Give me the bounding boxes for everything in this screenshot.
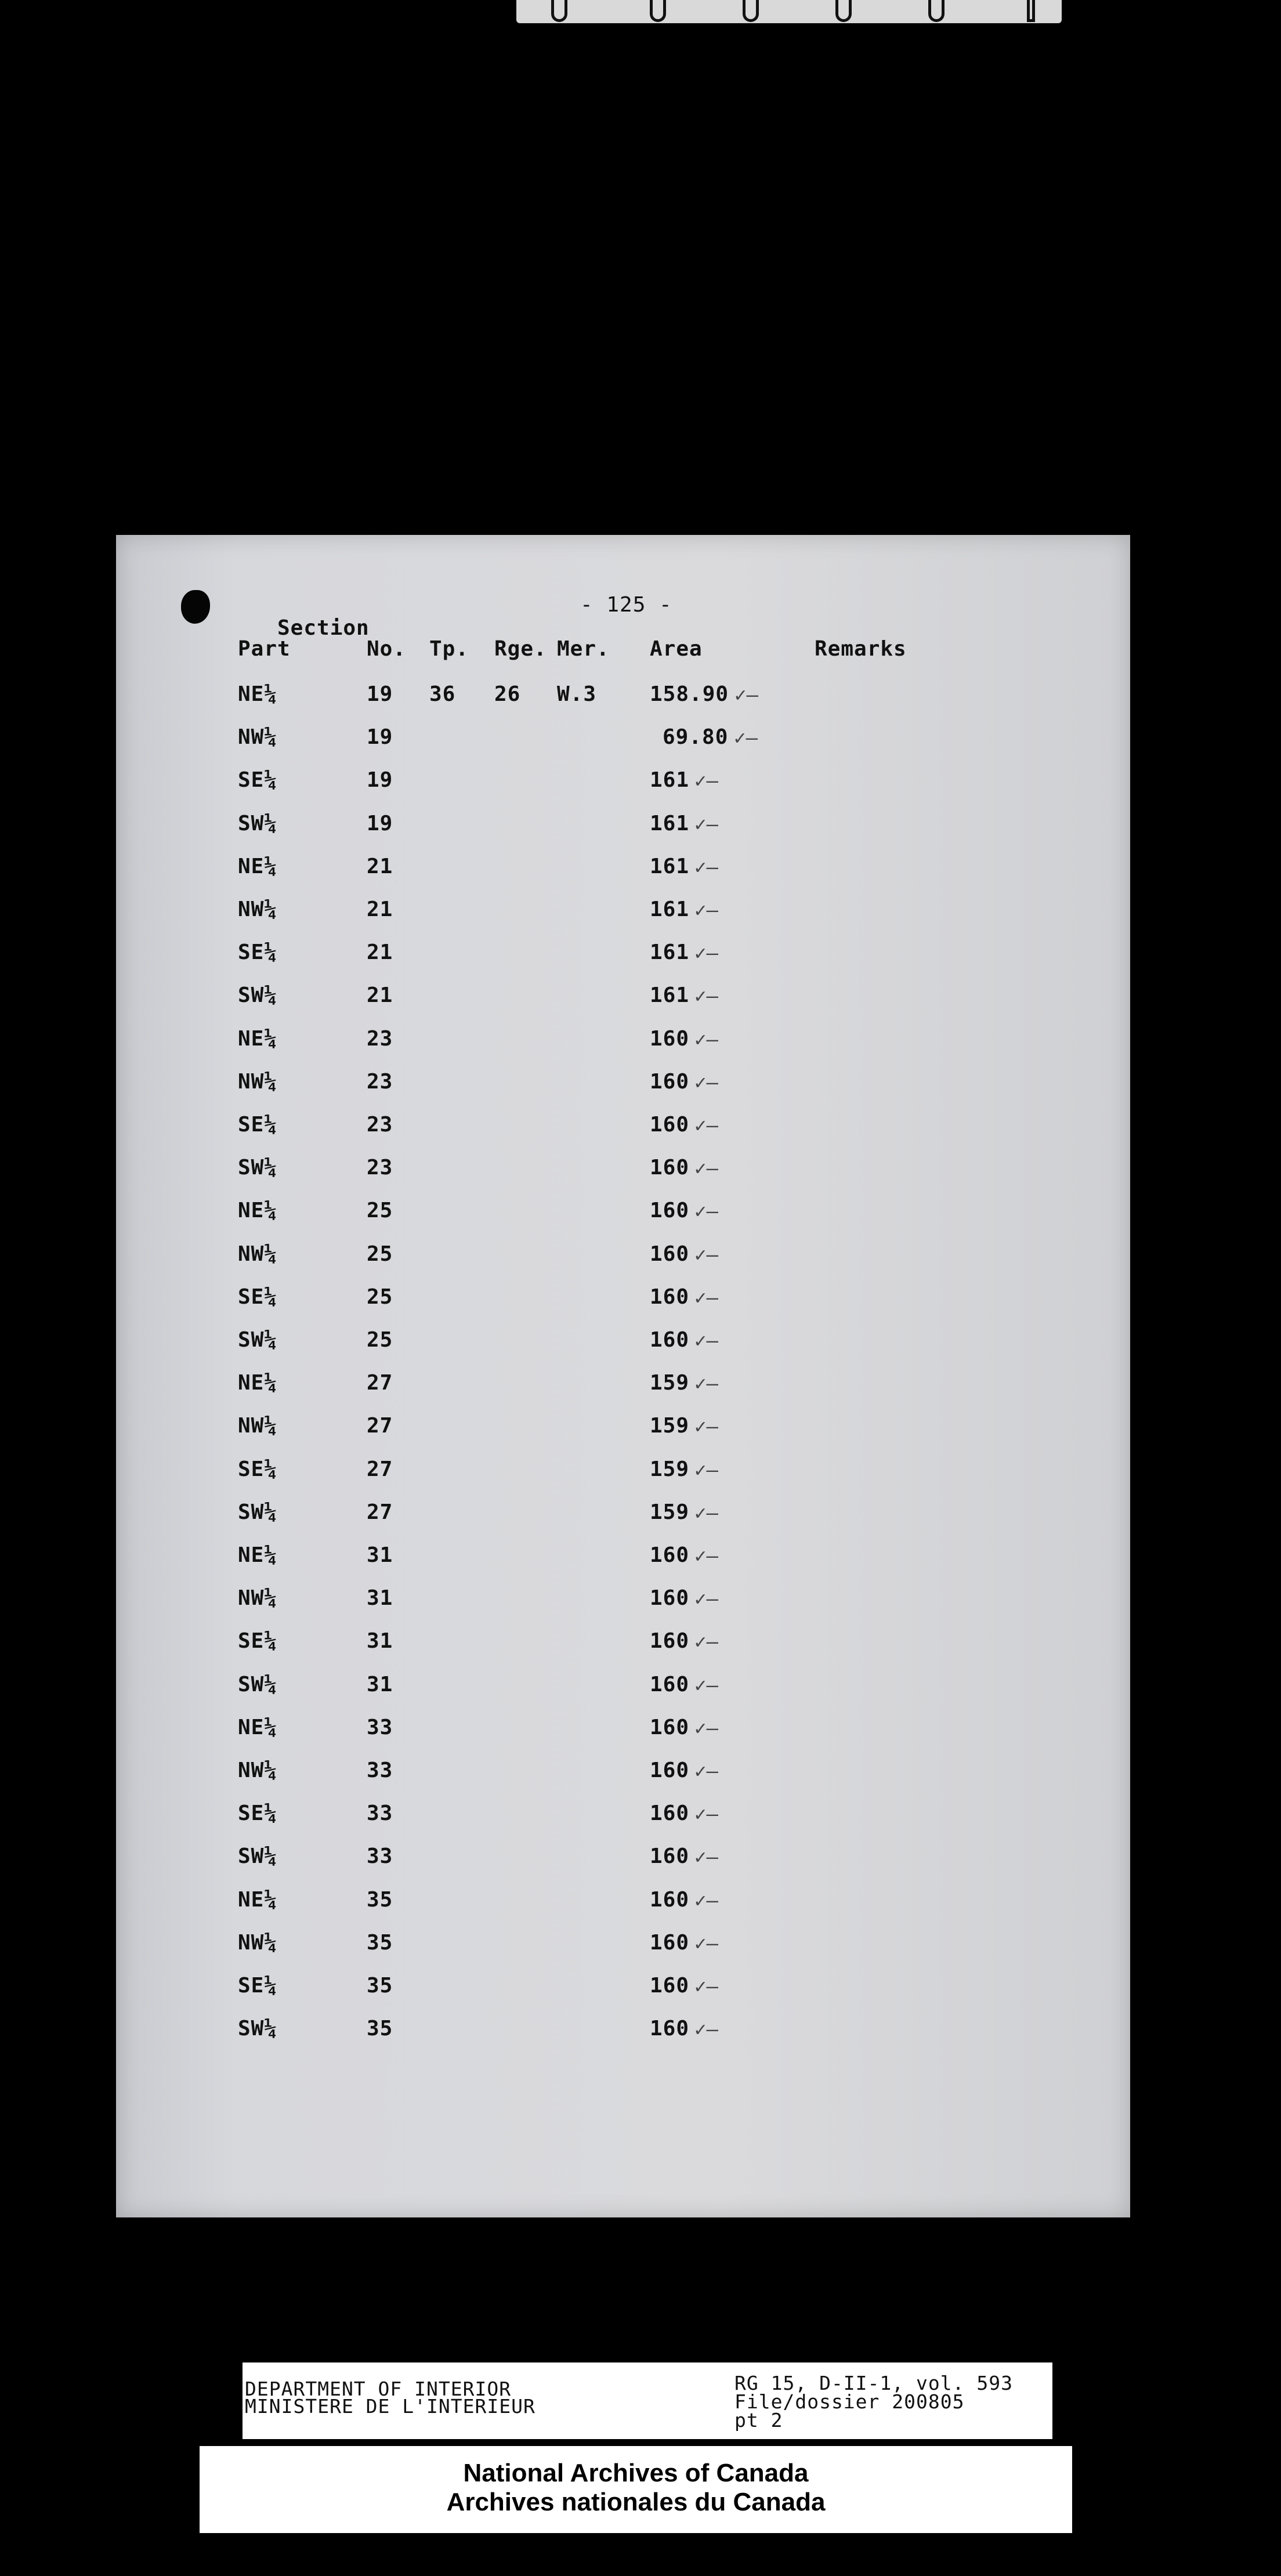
- check-mark: ✓—: [734, 726, 758, 750]
- page-number: - 125 -: [580, 593, 672, 617]
- cell-area: 160: [650, 1629, 690, 1653]
- cell-area: 160: [650, 1759, 690, 1782]
- cell-area: 160: [650, 1199, 690, 1222]
- cell-part: SW¼: [238, 1500, 278, 1524]
- cell-part: NW¼: [238, 1931, 278, 1955]
- cell-part: NE¼: [238, 1716, 278, 1739]
- cell-part: SW¼: [238, 2017, 278, 2040]
- cell-part: SW¼: [238, 1156, 278, 1180]
- cell-part: SE¼: [238, 1285, 278, 1309]
- cell-area: 160: [650, 1673, 690, 1696]
- check-mark: ✓—: [694, 1502, 718, 1525]
- cell-no: 31: [367, 1586, 393, 1610]
- check-mark: ✓—: [694, 1329, 718, 1352]
- cell-part: SE¼: [238, 1974, 278, 1998]
- check-mark: ✓—: [694, 1415, 718, 1438]
- cell-area: 160: [650, 1716, 690, 1739]
- check-mark: ✓—: [694, 856, 718, 879]
- cell-no: 21: [367, 983, 393, 1007]
- cell-area: 160: [650, 1844, 690, 1868]
- footer-label: [243, 2362, 1052, 2439]
- check-mark: ✓—: [694, 1846, 718, 1869]
- check-mark: ✓—: [694, 1889, 718, 1912]
- cell-area: 160: [650, 1586, 690, 1610]
- check-mark: ✓—: [694, 813, 718, 836]
- cell-part: SW¼: [238, 812, 278, 835]
- check-mark: ✓—: [694, 985, 718, 1008]
- cell-no: 27: [367, 1371, 393, 1395]
- cell-part: SE¼: [238, 1629, 278, 1653]
- header-remarks: Remarks: [815, 637, 907, 661]
- cell-no: 23: [367, 1070, 393, 1094]
- check-mark: ✓—: [694, 1200, 718, 1223]
- cell-no: 19: [367, 768, 393, 792]
- cell-area: 160: [650, 1328, 690, 1352]
- cell-no: 21: [367, 855, 393, 878]
- cell-no: 25: [367, 1285, 393, 1309]
- cell-no: 33: [367, 1716, 393, 1739]
- department-english: DEPARTMENT OF INTERIOR: [245, 2378, 512, 2400]
- check-mark: ✓—: [694, 899, 718, 922]
- cell-no: 31: [367, 1629, 393, 1653]
- check-mark: ✓—: [694, 1717, 718, 1740]
- reference-line-3: pt 2: [734, 2409, 783, 2432]
- punch-hole: [181, 590, 210, 624]
- cell-tp: 36: [429, 682, 456, 706]
- cell-part: SE¼: [238, 1457, 278, 1481]
- cell-area: 160: [650, 1113, 690, 1137]
- cell-area: 161: [650, 812, 690, 835]
- film-frame-mark: [551, 0, 567, 22]
- cell-no: 35: [367, 1888, 393, 1912]
- cell-area: 159: [650, 1371, 690, 1395]
- check-mark: ✓—: [694, 1544, 718, 1568]
- cell-mer: W.3: [557, 682, 597, 706]
- cell-no: 35: [367, 1931, 393, 1955]
- cell-part: NE¼: [238, 1027, 278, 1051]
- film-frame-mark: [743, 0, 759, 22]
- cell-part: SE¼: [238, 940, 278, 964]
- header-tp: Tp.: [429, 637, 469, 661]
- cell-part: NE¼: [238, 855, 278, 878]
- cell-part: NW¼: [238, 1242, 278, 1266]
- check-mark: ✓—: [694, 2018, 718, 2041]
- cell-area: 161: [650, 855, 690, 878]
- cell-no: 21: [367, 898, 393, 921]
- check-mark: ✓—: [734, 683, 758, 707]
- cell-area: 159: [650, 1500, 690, 1524]
- cell-area: 160: [650, 1888, 690, 1912]
- header-part: Part: [238, 637, 291, 661]
- check-mark: ✓—: [694, 1932, 718, 1955]
- check-mark: ✓—: [694, 1114, 718, 1137]
- cell-area: 160: [650, 1070, 690, 1094]
- cell-part: NE¼: [238, 1371, 278, 1395]
- cell-area: 160: [650, 1242, 690, 1266]
- check-mark: ✓—: [694, 1459, 718, 1482]
- check-mark: ✓—: [694, 1630, 718, 1654]
- cell-no: 31: [367, 1673, 393, 1696]
- header-section: Section: [277, 616, 370, 640]
- check-mark: ✓—: [694, 1028, 718, 1051]
- cell-part: SW¼: [238, 1328, 278, 1352]
- cell-area: 160: [650, 1156, 690, 1180]
- check-mark: ✓—: [694, 1243, 718, 1267]
- cell-area: 160: [650, 2017, 690, 2040]
- check-mark: ✓—: [694, 1286, 718, 1309]
- cell-no: 23: [367, 1156, 393, 1180]
- check-mark: ✓—: [694, 942, 718, 965]
- film-strip: [516, 0, 1062, 23]
- cell-part: SW¼: [238, 983, 278, 1007]
- cell-no: 27: [367, 1500, 393, 1524]
- cell-no: 19: [367, 725, 393, 749]
- film-frame-mark: [1027, 0, 1035, 22]
- cell-part: SE¼: [238, 1801, 278, 1825]
- check-mark: ✓—: [694, 1803, 718, 1826]
- check-mark: ✓—: [694, 1587, 718, 1611]
- cell-no: 21: [367, 940, 393, 964]
- cell-area: 160: [650, 1285, 690, 1309]
- cell-no: 23: [367, 1027, 393, 1051]
- cell-part: NW¼: [238, 1070, 278, 1094]
- department-french: MINISTERE DE L'INTERIEUR: [245, 2395, 535, 2418]
- cell-part: NW¼: [238, 1414, 278, 1438]
- cell-no: 25: [367, 1199, 393, 1222]
- cell-area: 160: [650, 1974, 690, 1998]
- cell-area: 160: [650, 1801, 690, 1825]
- reference-line-1: RG 15, D-II-1, vol. 593: [734, 2372, 1013, 2394]
- cell-part: SE¼: [238, 768, 278, 792]
- cell-part: NE¼: [238, 1199, 278, 1222]
- cell-part: NE¼: [238, 1543, 278, 1567]
- cell-part: NW¼: [238, 1759, 278, 1782]
- cell-no: 25: [367, 1328, 393, 1352]
- header-mer: Mer.: [557, 637, 610, 661]
- cell-area: 69.80: [663, 725, 729, 749]
- cell-area: 160: [650, 1931, 690, 1955]
- cell-no: 19: [367, 812, 393, 835]
- cell-no: 31: [367, 1543, 393, 1567]
- cell-area: 159: [650, 1414, 690, 1438]
- cell-no: 27: [367, 1414, 393, 1438]
- cell-part: NE¼: [238, 1888, 278, 1912]
- cell-no: 33: [367, 1759, 393, 1782]
- cell-part: SW¼: [238, 1673, 278, 1696]
- cell-part: NW¼: [238, 725, 278, 749]
- film-frame-mark: [928, 0, 945, 22]
- cell-no: 35: [367, 1974, 393, 1998]
- cell-part: NW¼: [238, 1586, 278, 1610]
- header-rge: Rge.: [494, 637, 547, 661]
- check-mark: ✓—: [694, 1674, 718, 1697]
- cell-rge: 26: [494, 682, 521, 706]
- header-area: Area: [650, 637, 703, 661]
- archives-name-french: Archives nationales du Canada: [446, 2488, 826, 2516]
- cell-part: NE¼: [238, 682, 278, 706]
- ledger-page: [116, 535, 1130, 2217]
- cell-no: 35: [367, 2017, 393, 2040]
- cell-area: 160: [650, 1543, 690, 1567]
- cell-part: SE¼: [238, 1113, 278, 1137]
- cell-area: 161: [650, 940, 690, 964]
- cell-part: SW¼: [238, 1844, 278, 1868]
- check-mark: ✓—: [694, 1157, 718, 1180]
- check-mark: ✓—: [694, 1760, 718, 1783]
- cell-no: 27: [367, 1457, 393, 1481]
- archives-banner: [200, 2446, 1072, 2533]
- cell-area: 161: [650, 983, 690, 1007]
- cell-area: 159: [650, 1457, 690, 1481]
- check-mark: ✓—: [694, 1975, 718, 1998]
- archives-name-english: National Archives of Canada: [463, 2459, 809, 2487]
- cell-no: 25: [367, 1242, 393, 1266]
- cell-no: 33: [367, 1801, 393, 1825]
- cell-area: 160: [650, 1027, 690, 1051]
- cell-no: 33: [367, 1844, 393, 1868]
- check-mark: ✓—: [694, 1071, 718, 1094]
- cell-area: 161: [650, 768, 690, 792]
- cell-area: 161: [650, 898, 690, 921]
- check-mark: ✓—: [694, 769, 718, 793]
- header-no: No.: [367, 637, 407, 661]
- cell-no: 23: [367, 1113, 393, 1137]
- film-frame-mark: [835, 0, 852, 22]
- check-mark: ✓—: [694, 1372, 718, 1395]
- film-frame-mark: [650, 0, 666, 22]
- cell-no: 19: [367, 682, 393, 706]
- cell-part: NW¼: [238, 898, 278, 921]
- reference-line-2: File/dossier 200805: [734, 2390, 965, 2413]
- cell-area: 158.90: [650, 682, 729, 706]
